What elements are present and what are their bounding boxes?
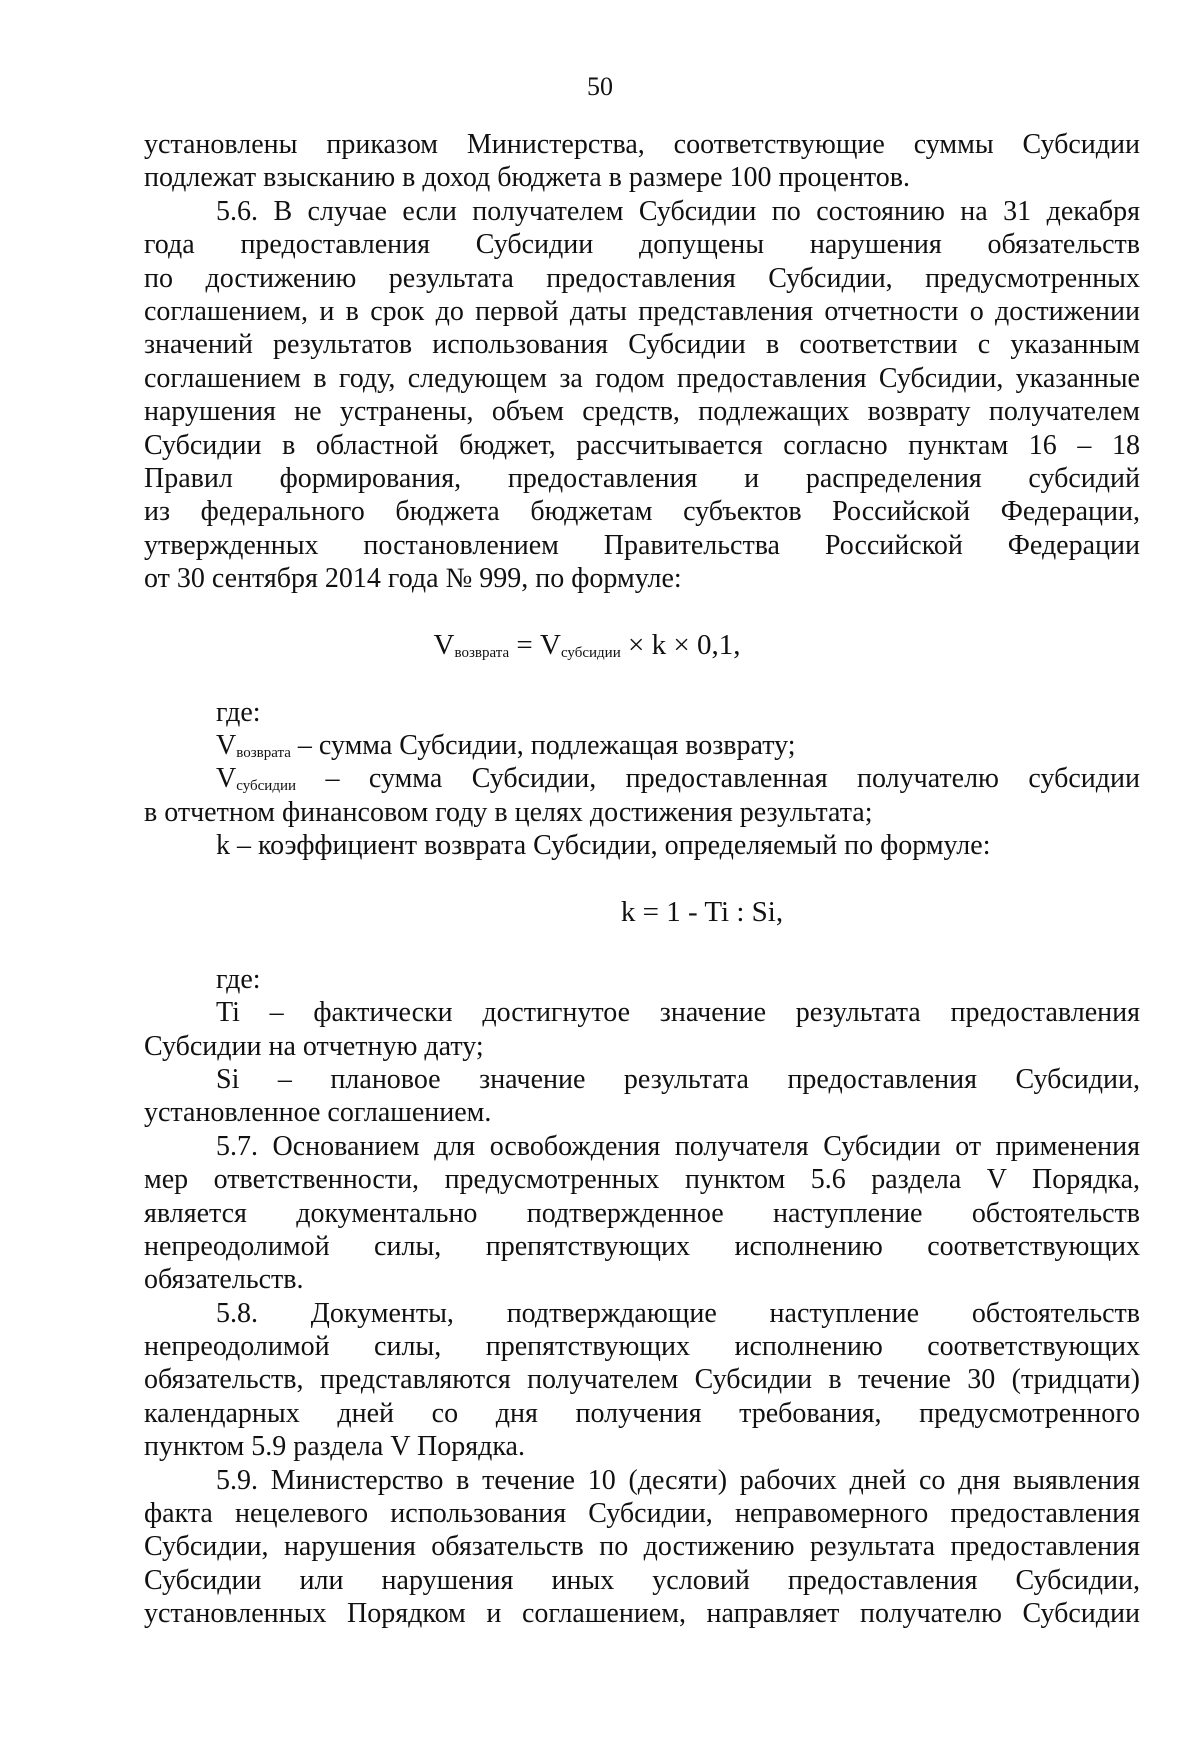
text-line: значений результатов использования Субсидии в соответствии с указанным [144,329,1140,361]
spacer [144,595,1140,628]
text-line: непреодолимой силы, препятствующих исполнению соответствующих [144,1331,1140,1363]
where-label: где: [216,696,261,728]
spacer [144,662,1140,695]
def-ti: Ti – фактически достигнутое значение результата предоставления [216,997,1140,1029]
text-line: Субсидии на отчетную дату; [144,1030,484,1062]
def-v-subsidy: $V_{субсидии}$ – сумма Субсидии, предоставленная получателю субсидии [216,763,1140,795]
formula-k: k = 1 - Ti : Si, [620,895,784,928]
where-label: где: [216,963,261,995]
def-k: k – коэффициент возврата Субсидии, определяемый по формуле: [216,830,991,862]
text-line: обязательств. [144,1264,304,1296]
document-body [144,128,1140,1631]
paragraph-5-9-start: 5.9. Министерство в течение 10 (десяти) рабочих дней со дня выявления [216,1464,1140,1496]
formula-return: $V_{возврата} = V_{субсидии} \times k \times 0,1$, [433,628,741,661]
def-v-return: $V_{возврата}$ – сумма Субсидии, подлежащая возврату; [216,730,796,762]
text-line: соглашением в году, следующем за годом предоставления Субсидии, указанные [144,362,1140,394]
spacer [144,929,1140,962]
text-line: Правил формирования, предоставления и распределения субсидий [144,462,1140,494]
text-line: календарных дней со дня получения требования, предусмотренного [144,1397,1140,1429]
spacer [144,863,1140,896]
page-number: 50 [587,72,613,101]
text-line: мер ответственности, предусмотренных пунктом 5.6 раздела V Порядка, [144,1164,1140,1196]
paragraph-5-7-start: 5.7. Основанием для освобождения получателя Субсидии от применения [216,1130,1140,1162]
text-line: Субсидии или нарушения иных условий предоставления Субсидии, [144,1564,1140,1596]
text-line: пунктом 5.9 раздела V Порядка. [144,1431,525,1463]
text-line: утвержденных постановлением Правительства Российской Федерации [144,529,1140,561]
text-line: по достижению результата предоставления Субсидии, предусмотренных [144,262,1140,294]
text-line: установленное соглашением. [144,1097,492,1129]
text-line: установлены приказом Министерства, соответствующие суммы Субсидии [144,129,1140,160]
text-line: непреодолимой силы, препятствующих исполнению соответствующих [144,1230,1140,1262]
text-line: от 30 сентября 2014 года № 999, по формуле: [144,563,682,595]
text-line: подлежат взысканию в доход бюджета в размере 100 процентов. [144,162,911,194]
text-line: года предоставления Субсидии допущены нарушения обязательств [144,229,1140,261]
text-line: обязательств, представляются получателем Субсидии в течение 30 (тридцати) [144,1364,1140,1396]
text-line: Субсидии, нарушения обязательств по достижению результата предоставления [144,1531,1140,1563]
text-line: факта нецелевого использования Субсидии, неправомерного предоставления [144,1498,1140,1530]
text-line: Субсидии в областной бюджет, рассчитывается согласно пунктам 16 – 18 [144,429,1140,461]
def-si: Si – плановое значение результата предоставления Субсидии, [216,1063,1140,1095]
paragraph-5-8-start: 5.8. Документы, подтверждающие наступление обстоятельств [216,1297,1140,1329]
paragraph-5-6-start: 5.6. В случае если получателем Субсидии по состоянию на 31 декабря [216,195,1140,227]
text-line: из федерального бюджета бюджетам субъектов Российской Федерации, [144,496,1140,528]
text-line: нарушения не устранены, объем средств, подлежащих возврату получателем [144,396,1140,428]
text-line: в отчетном финансовом году в целях достижения результата; [144,796,873,828]
text-line: является документально подтвержденное наступление обстоятельств [144,1197,1140,1229]
text-line: соглашением, и в срок до первой даты представления отчетности о достижении [144,295,1140,327]
text-line: установленных Порядком и соглашением, направляет получателю Субсидии [144,1598,1140,1630]
